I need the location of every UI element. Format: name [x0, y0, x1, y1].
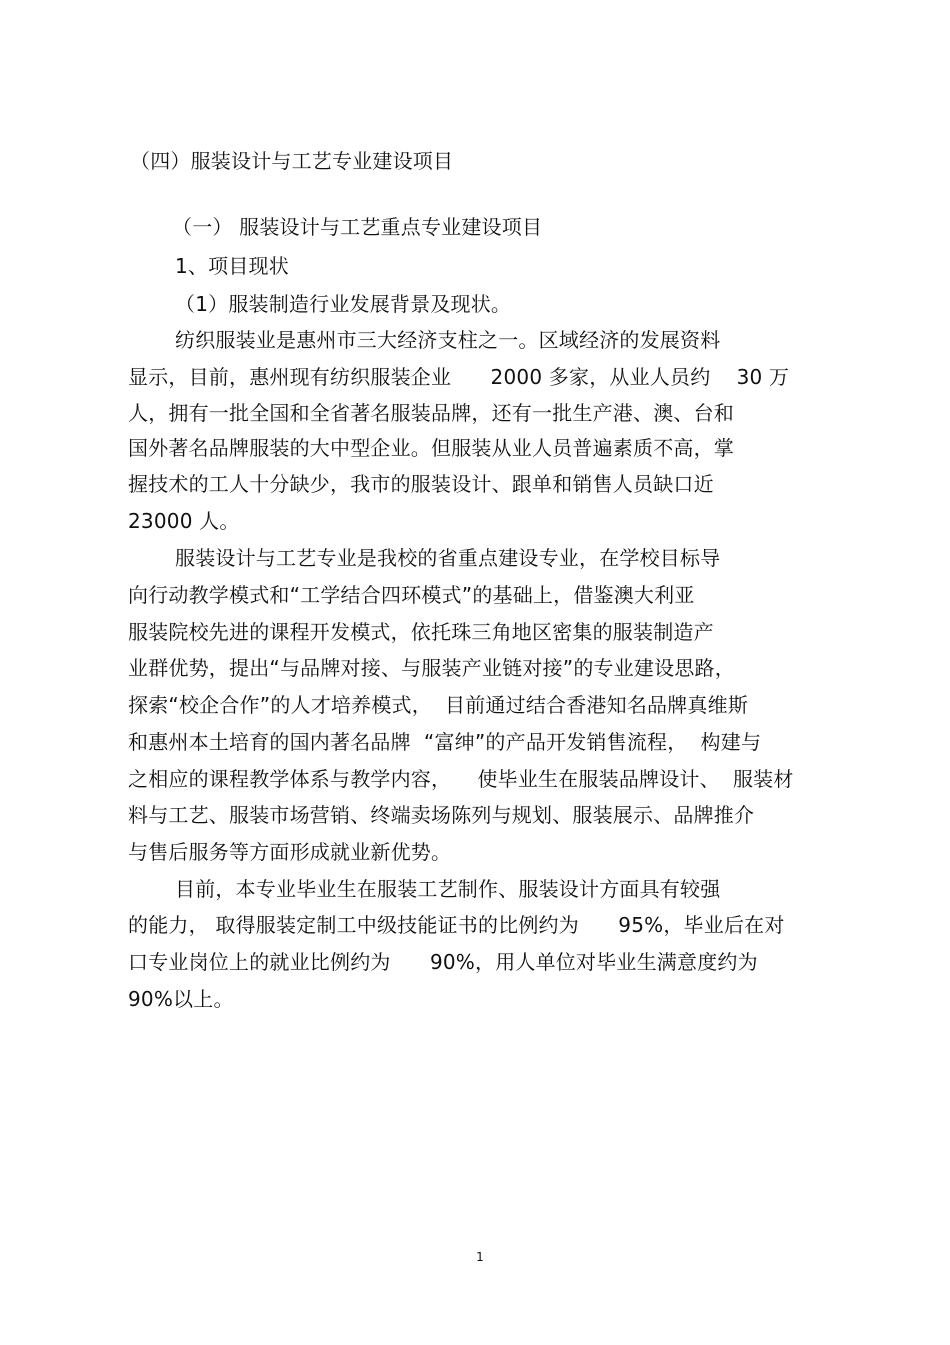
paragraph-line: 与售后服务等方面形成就业新优势。 [128, 840, 452, 864]
paragraph-line: 向行动教学模式和“工学结合四环模式”的基础上，借鉴澳大利亚 [128, 583, 695, 607]
page-number: 1 [476, 1250, 484, 1264]
paragraph-line: 服装设计与工艺专业是我校的省重点建设专业，在学校目标导 [175, 546, 721, 570]
paragraph-line: 目前，本专业毕业生在服装工艺制作、服装设计方面具有较强 [175, 877, 721, 901]
paragraph-line: 23000 人。 [128, 509, 240, 533]
subsection-title: （一） 服装设计与工艺重点专业建设项目 [172, 215, 543, 239]
paragraph-line: 90%以上。 [128, 987, 234, 1011]
paragraph-line: 国外著名品牌服装的大中型企业。但服装从业人员普遍素质不高，掌 [128, 436, 734, 460]
section-title: （四）服装设计与工艺专业建设项目 [130, 149, 454, 173]
paragraph-line: 料与工艺、服装市场营销、终端卖场陈列与规划、服装展示、品牌推介 [128, 803, 755, 827]
paragraph-line: 纺织服装业是惠州市三大经济支柱之一。区域经济的发展资料 [175, 328, 721, 352]
paragraph-line: 服装院校先进的课程开发模式，依托珠三角地区密集的服装制造产 [128, 620, 714, 644]
paragraph-line: 探索“校企合作”的人才培养模式， 目前通过结合香港知名品牌真维斯 [128, 693, 749, 717]
paragraph-line: 人，拥有一批全国和全省著名服装品牌，还有一批生产港、澳、台和 [128, 401, 734, 425]
paragraph-line: 握技术的工人十分缺少，我市的服装设计、跟单和销售人员缺口近 [128, 472, 714, 496]
paragraph-line: 显示，目前，惠州现有纺织服装企业 2000 多家，从业人员约 30 万 [128, 365, 790, 389]
paragraph-line: 和惠州本土培育的国内著名品牌 “富绅”的产品开发销售流程， 构建与 [128, 730, 762, 754]
paragraph-line: 的能力， 取得服装定制工中级技能证书的比例约为 95%，毕业后在对 [128, 913, 785, 937]
paragraph-line: 口专业岗位上的就业比例约为 90%，用人单位对毕业生满意度约为 [128, 950, 758, 974]
paragraph-line: 业群优势，提出“与品牌对接、与服装产业链对接”的专业建设思路， [128, 656, 735, 680]
paragraph-line: 之相应的课程教学体系与教学内容， 使毕业生在服装品牌设计、 服装材 [128, 767, 794, 791]
item-heading-1-1: （1）服装制造行业发展背景及现状。 [175, 292, 512, 316]
item-heading-1: 1、项目现状 [175, 254, 289, 278]
